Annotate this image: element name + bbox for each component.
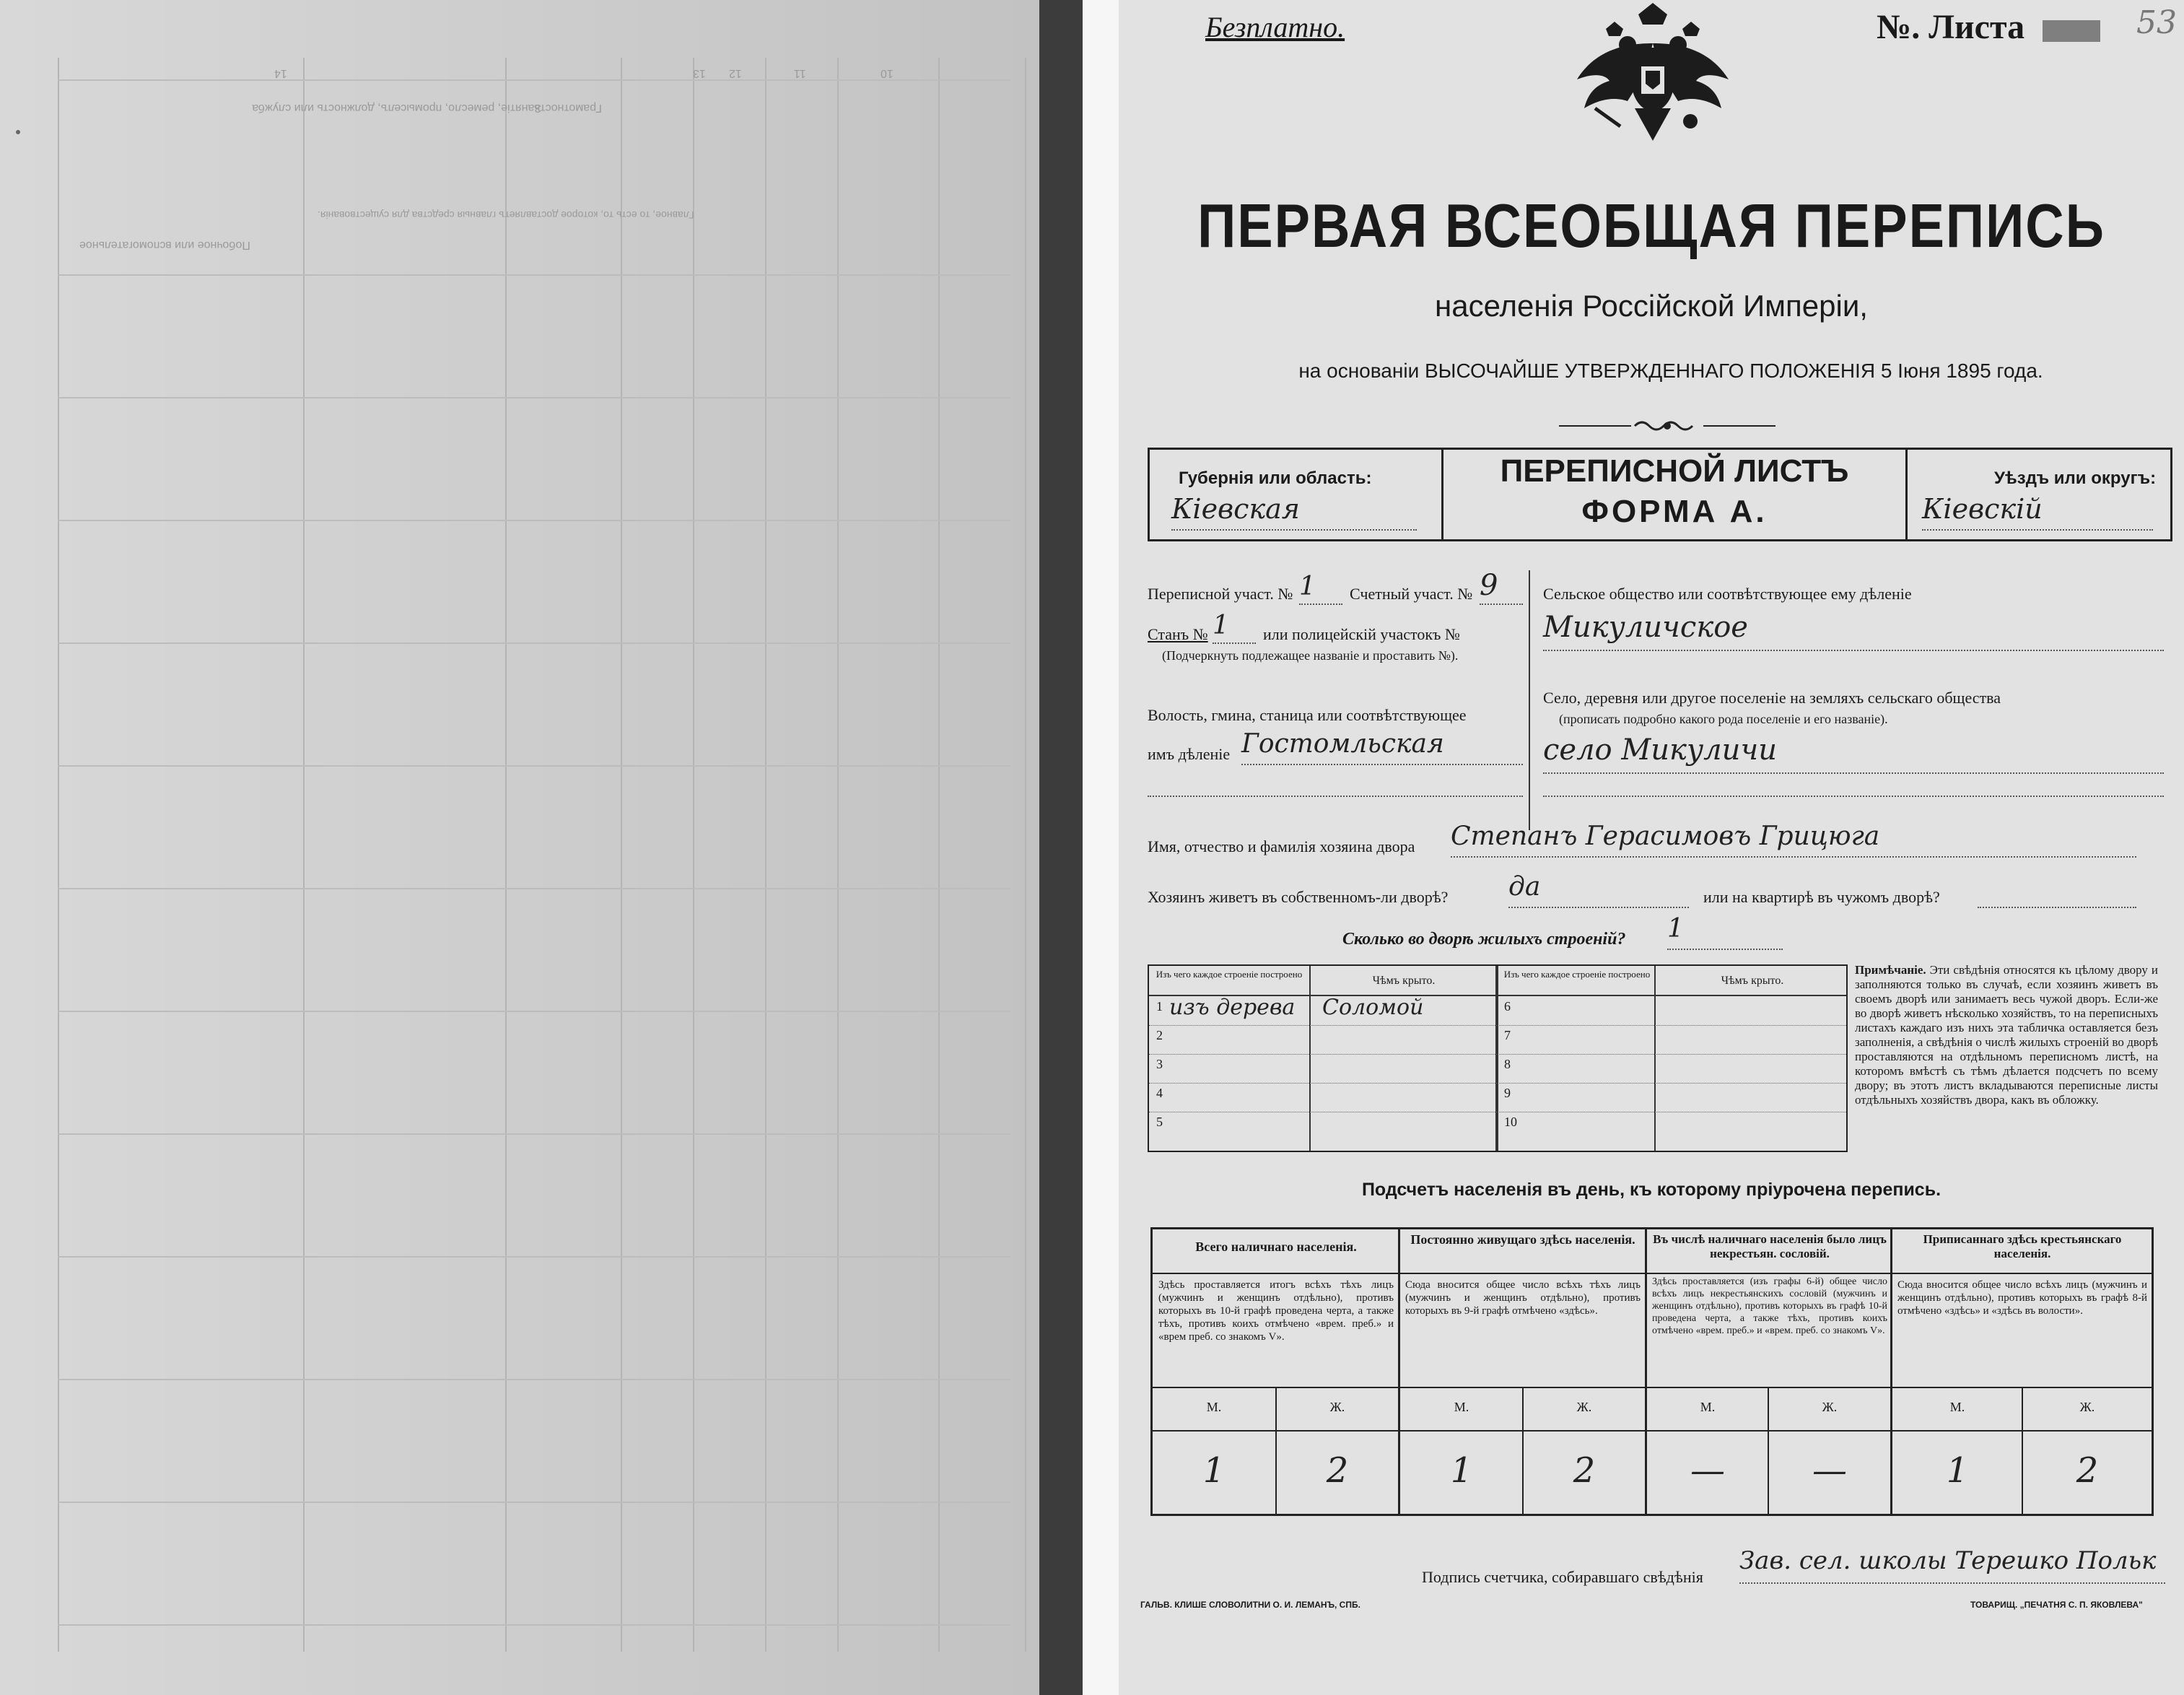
- stan-note: (Подчеркнуть подлежащее названіе и проставить №).: [1162, 648, 1459, 663]
- grid-line: [58, 520, 1010, 521]
- row-number: 5: [1156, 1115, 1163, 1129]
- building-material[interactable]: изъ дерева: [1169, 995, 1296, 1020]
- grid-line: [58, 642, 1010, 644]
- female-label: Ж.: [2079, 1400, 2095, 1414]
- sheet-title: ПЕРЕПИСНОЙ ЛИСТЪ: [1500, 453, 1849, 489]
- buildings-count-value[interactable]: 1: [1667, 914, 1783, 950]
- grid-line: [693, 58, 694, 1652]
- row-number: 2: [1156, 1028, 1163, 1042]
- column-divider: [1529, 570, 1530, 830]
- row-number: 4: [1156, 1086, 1163, 1100]
- province-box: [1148, 448, 1443, 541]
- village-value[interactable]: село Микуличи: [1543, 733, 2164, 774]
- count-col-head: Всего наличнаго населенія.: [1195, 1239, 1357, 1254]
- table-rule: [1149, 1054, 1846, 1055]
- district-box: [1905, 448, 2172, 541]
- table-rule: [1153, 1430, 2152, 1432]
- left-page-reverse: [0, 0, 1039, 1695]
- census-subtitle: населенія Россійской Имперіи,: [1435, 289, 1868, 323]
- village-note: (прописать подробно какого рода поселеніе и его названіе).: [1559, 712, 1888, 726]
- male-label: М.: [1206, 1400, 1222, 1414]
- province-value[interactable]: Кіевская: [1171, 493, 1417, 531]
- female-label: Ж.: [1822, 1400, 1838, 1414]
- column-number: 10: [881, 67, 894, 79]
- grid-line: [58, 1256, 1010, 1258]
- row-number: 3: [1156, 1057, 1163, 1071]
- count-col-desc: Здѣсь проставляется итогъ всѣхъ тѣхъ лицъ (мужчинъ и женщинъ отдѣльно), противъ которыхъ въ 10-й графѣ проведена черта, а также тѣхъ, противъ коихъ отмѣчено «врем. преб.» и «врем преб. со знакомъ V».: [1158, 1279, 1394, 1343]
- signature-value[interactable]: Зав. сел. школы Терешко Польк: [1739, 1546, 2165, 1584]
- owner-lives-label: Хозяинъ живетъ въ собственномъ-ли дворѣ?: [1148, 888, 1449, 906]
- population-count-table: [1150, 1227, 2154, 1516]
- grid-line: [505, 58, 507, 1652]
- table-rule: [1153, 1273, 2152, 1274]
- buildings-table: [1148, 964, 1848, 1152]
- note-text: Эти свѣдѣнія относятся къ цѣлому двору и заполняются только въ случаѣ, если хозяинъ живетъ въ своемъ дворѣ или занимаетъ весь чужой дворъ. Если-же во дворѣ живетъ нѣсколько хозяйствъ, то на переписныхъ листахъ каждаго изъ нихъ эта табличка оставляется безъ заполненія, а свѣдѣнія о числѣ жилыхъ строеній во дворѣ проставляются на отдѣльномъ переписномъ листѣ, на которомъ вмѣстѣ съ тѣмъ дѣлается подсчетъ по всему двору; въ этотъ листъ вкладываются переписные листы отдѣльныхъ хозяйствъ двора, какъ въ обложку.: [1855, 963, 2158, 1107]
- grid-line: [58, 1133, 1010, 1135]
- row-number: 9: [1504, 1086, 1511, 1100]
- note-title: Примѣчаніе.: [1855, 963, 1926, 977]
- grid-line: [621, 58, 622, 1652]
- society-label: Сельское общество или соотвѣтствующее ему дѣленіе: [1543, 585, 1912, 603]
- volost-blank-line: [1148, 794, 1523, 797]
- column-number: 14: [274, 67, 287, 79]
- volost-label-2: имъ дѣленіе: [1148, 745, 1231, 763]
- grid-line: [58, 397, 1010, 398]
- census-area-value[interactable]: 1: [1299, 572, 1342, 605]
- printer-mark-left: ГАЛЬВ. КЛИШЕ СЛОВОЛИТНИ О. И. ЛЕМАНЪ, СПБ.: [1140, 1600, 1360, 1610]
- male-label: М.: [1700, 1400, 1716, 1414]
- count-col-head: Приписаннаго здѣсь крестьянскаго населенія.: [1923, 1232, 2122, 1260]
- row-number: 8: [1504, 1057, 1511, 1071]
- census-form-page: [1119, 0, 2184, 1695]
- male-label: М.: [1949, 1400, 1965, 1414]
- grid-line: [58, 888, 1010, 889]
- column-number: 13: [693, 67, 706, 79]
- female-label: Ж.: [1329, 1400, 1345, 1414]
- row-number: 7: [1504, 1028, 1511, 1042]
- male-label: М.: [1454, 1400, 1469, 1414]
- page-number: 53: [2136, 4, 2177, 41]
- grid-line: [58, 274, 1010, 276]
- material-header: Изъ чего каждое строеніе построено: [1503, 969, 1651, 980]
- column-heading: Грамотность: [534, 102, 602, 114]
- grid-line: [58, 58, 59, 1652]
- buildings-note: [1855, 963, 2158, 1107]
- book-spine: [1039, 0, 1083, 1695]
- district-value[interactable]: Кіевскій: [1922, 493, 2153, 531]
- double-headed-eagle-icon: [1566, 0, 1739, 144]
- material-header: Изъ чего каждое строеніе построено: [1156, 969, 1303, 980]
- count-title: Подсчетъ населенія въ день, къ которому пріурочена перепись.: [1361, 1180, 1941, 1200]
- column-heading: Побочное или вспомогательное: [79, 239, 250, 251]
- column-number: 12: [729, 67, 742, 79]
- grid-line: [58, 1502, 1010, 1503]
- building-roof[interactable]: Соломой: [1322, 995, 1424, 1020]
- count-male-value[interactable]: 1: [1202, 1450, 1226, 1491]
- row-number: 1: [1156, 999, 1163, 1014]
- volost-label: Волость, гмина, станица или соотвѣтствующее: [1148, 706, 1467, 724]
- count-female-value[interactable]: 2: [1326, 1450, 1349, 1491]
- column-heading: Главное, то есть то, которое доставляетъ главныя средства для существованія.: [318, 209, 694, 221]
- table-rule: [1149, 1083, 1846, 1084]
- count-female-value[interactable]: 2: [1573, 1450, 1596, 1491]
- count-col-desc: Сюда вносится общее число всѣхъ лицъ (мужчинъ и женщинъ отдѣльно), противъ которыхъ въ графѣ 8-й отмѣчено «здѣсь» и «здѣсь въ волости».: [1897, 1279, 2147, 1317]
- count-male-value[interactable]: 1: [1946, 1450, 1969, 1491]
- grid-line: [837, 58, 839, 1652]
- count-male-value[interactable]: —: [1690, 1450, 1725, 1491]
- count-col-desc: Здѣсь проставляется (изъ графы 6-й) общее число всѣхъ лицъ некрестьянскихъ сословій (мужчинъ и женщинъ отдѣльно), противъ которыхъ въ графѣ 10-й проведена черта, а также тѣхъ, противъ коихъ отмѣчено «врем. преб.» и «врем. преб. со знакомъ V».: [1652, 1276, 1887, 1336]
- volost-value[interactable]: Гостомльская: [1241, 729, 1523, 765]
- signature-label: Подпись счетчика, собиравшаго свѣдѣнія: [1422, 1568, 1703, 1586]
- row-number: 6: [1504, 999, 1511, 1014]
- owner-name-label: Имя, отчество и фамилія хозяина двора: [1148, 837, 1415, 855]
- table-rule: [1153, 1387, 2152, 1388]
- grid-line: [58, 1379, 1010, 1380]
- owner-lives-value[interactable]: да: [1508, 872, 1689, 908]
- sheet-number-label: №. Листа: [1877, 8, 2025, 46]
- table-rule: [1149, 1025, 1846, 1026]
- province-label: Губернія или область:: [1179, 469, 1372, 488]
- page-gutter: [1083, 0, 1119, 1695]
- table-rule: [1495, 966, 1498, 1151]
- grid-line: [303, 58, 305, 1652]
- count-area-value[interactable]: 9: [1480, 569, 1523, 605]
- printer-mark-right: ТОВАРИЩ. „ПЕЧАТНЯ С. П. ЯКОВЛЕВА": [1970, 1600, 2143, 1610]
- roof-header: Чѣмъ крыто.: [1721, 975, 1784, 987]
- count-female-value[interactable]: 2: [2076, 1450, 2099, 1491]
- village-label: Село, деревня или другое поселеніе на земляхъ сельскаго общества: [1543, 689, 2001, 707]
- owner-rent-line: [1978, 905, 2136, 908]
- grid-line: [938, 58, 940, 1652]
- stan-value[interactable]: 1: [1213, 611, 1256, 644]
- column-number: 11: [794, 67, 806, 79]
- grid-line: [58, 1011, 1010, 1012]
- count-col-head: Постоянно живущаго здѣсь населенія.: [1410, 1232, 1635, 1247]
- free-label: Безплатно.: [1205, 11, 1345, 43]
- district-label: Уѣздъ или округъ:: [1994, 469, 2157, 488]
- census-basis: на основаніи ВЫСОЧАЙШЕ УТВЕРЖДЕННАГО ПОЛОЖЕНІЯ 5 Іюня 1895 года.: [1298, 360, 2043, 382]
- grid-line: [58, 765, 1010, 767]
- stan-label: Станъ №: [1148, 625, 1208, 643]
- count-col-desc: Сюда вносится общее число всѣхъ тѣхъ лицъ (мужчинъ и женщинъ отдѣльно), противъ которыхъ въ 9-й графѣ отмѣчено «здѣсь».: [1405, 1279, 1641, 1317]
- village-blank-line: [1543, 794, 2164, 797]
- column-heading: Занятіе, ремесло, промыселъ, должность или служба: [252, 102, 541, 114]
- location-block: [1148, 556, 2172, 823]
- ink-dot: [16, 130, 20, 134]
- count-col-head: Въ числѣ наличнаго населенія было лицъ некрестьян. сословій.: [1653, 1232, 1887, 1260]
- grid-line: [58, 79, 1010, 81]
- police-label: или полицейскій участокъ №: [1263, 625, 1460, 643]
- sheet-number-blot: [2043, 20, 2100, 42]
- owner-rent-label: или на квартирѣ въ чужомъ дворѣ?: [1703, 888, 1940, 906]
- census-main-title: ПЕРВАЯ ВСЕОБЩАЯ ПЕРЕПИСЬ: [1197, 191, 2105, 261]
- grid-line: [58, 1624, 1010, 1626]
- count-female-value[interactable]: —: [1812, 1450, 1847, 1491]
- count-area-label: Счетный участ. №: [1350, 585, 1473, 603]
- roof-header: Чѣмъ крыто.: [1372, 975, 1436, 987]
- buildings-count-label: Сколько во дворѣ жилыхъ строеній?: [1342, 930, 1626, 949]
- table-rule: [1654, 966, 1656, 1151]
- table-rule: [1309, 966, 1311, 1151]
- society-value[interactable]: Микуличское: [1543, 611, 2164, 651]
- form-name: ФОРМА А.: [1581, 494, 1768, 529]
- owner-name-value[interactable]: Степанъ Герасимовъ Грицюга: [1451, 822, 2136, 858]
- row-number: 10: [1504, 1115, 1517, 1129]
- ornament-divider: [1559, 417, 1775, 435]
- grid-line: [1025, 58, 1026, 1652]
- count-male-value[interactable]: 1: [1450, 1450, 1473, 1491]
- census-area-label: Переписной участ. №: [1148, 585, 1293, 603]
- grid-line: [765, 58, 766, 1652]
- female-label: Ж.: [1576, 1400, 1592, 1414]
